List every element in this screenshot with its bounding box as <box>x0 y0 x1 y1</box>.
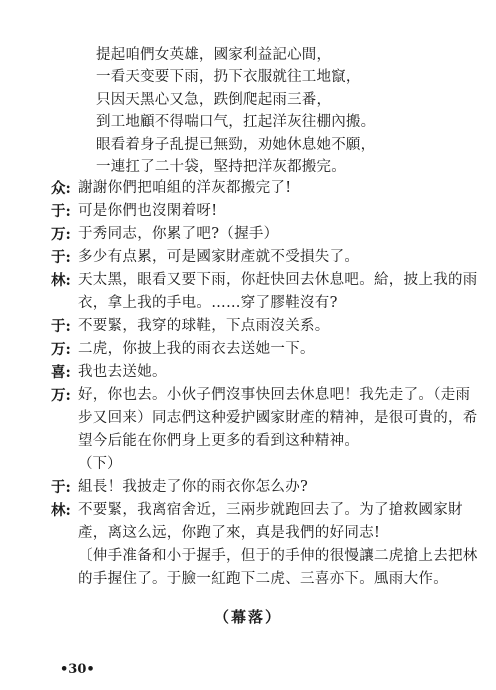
dialogue-row <box>51 246 481 269</box>
verse-line: 一看天变要下雨，扔下衣服就往工地竄， <box>96 69 361 86</box>
dialogue-row <box>51 200 481 223</box>
verse-block <box>96 44 476 178</box>
verse-line: 一連扛了二十袋，堅持把洋灰都搬完。 <box>96 159 346 176</box>
dialogue-text: 好，你也去。小伙子們沒事快回去休息吧！我先走了。（走雨步又回来）同志們这种爱护國家財產的精神，是很可貴的，希望今后能在你們身上更多的看到这种精神。 <box>78 387 478 449</box>
speaker-label: 于: <box>51 318 71 335</box>
speaker-label: 万: <box>51 226 71 243</box>
speaker-label: 于: <box>51 479 71 496</box>
exit-note: （下） <box>78 456 122 472</box>
dialogue-text: 不要緊，我离宿舍近，三兩步就跑回去了。为了搶救國家財產，离这么远，你跑了來，真是我們的好同志! <box>78 502 463 541</box>
dialogue-row <box>51 499 481 545</box>
dialogue-text: 組長！我披走了你的雨衣你怎么办? <box>78 479 309 495</box>
stage-direction: 〔伸手准备和小于握手，但于的手伸的很慢讓二虎搶上去把林的手握住了。于臉一紅跑下二虎、三喜亦下。風雨大作。 <box>78 548 478 587</box>
speaker-label: 万: <box>51 341 71 358</box>
dialogue-row <box>51 338 481 361</box>
curtain-note: （幕落） <box>213 608 282 626</box>
dialogue-text: 謝謝你們把咱組的洋灰都搬完了! <box>78 180 292 196</box>
page-number: •30• <box>60 662 95 677</box>
speaker-label: 林: <box>51 272 71 289</box>
speaker-label: 林: <box>51 502 71 519</box>
dialogue-text: 可是你們也沒閑着呀! <box>78 203 218 219</box>
dialogue-text: 不要緊，我穿的球鞋，下点雨沒关系。 <box>78 318 330 334</box>
dialogue-text: 二虎，你披上我的雨衣去送她一下。 <box>78 341 315 357</box>
verse-line: 眼看着身子乱提已無勁，劝她休息她不願， <box>96 136 376 153</box>
script-block <box>51 177 481 591</box>
dialogue-row <box>51 223 481 246</box>
dialogue-text: 于秀同志，你累了吧?（握手） <box>78 226 279 242</box>
dialogue-text: 天太黑，眼看又要下雨，你赶快回去休息吧。給，披上我的雨衣，拿上我的手电。……穿了膠鞋沒有? <box>78 272 478 311</box>
dialogue-row <box>51 315 481 338</box>
dialogue-text: 我也去送她。 <box>78 364 167 380</box>
dialogue-row <box>51 361 481 384</box>
verse-line: 到工地顧不得喘口气，扛起洋灰往棚內搬。 <box>96 114 376 131</box>
speaker-label: 万: <box>51 387 71 404</box>
speaker-label: 于: <box>51 203 71 220</box>
speaker-label: 众: <box>51 180 71 197</box>
dialogue-row <box>51 476 481 499</box>
dialogue-row <box>51 269 481 315</box>
dialogue-row <box>51 177 481 200</box>
dialogue-row <box>51 384 481 453</box>
dialogue-text: 多少有点累，可是國家財產就不受損失了。 <box>78 249 360 265</box>
speaker-label: 喜: <box>51 364 71 381</box>
speaker-label: 于: <box>51 249 71 266</box>
verse-line: 只因天黑心又急，跌倒爬起雨三番， <box>96 91 332 108</box>
verse-line: 提起咱們女英雄，國家利益記心間， <box>96 47 332 63</box>
